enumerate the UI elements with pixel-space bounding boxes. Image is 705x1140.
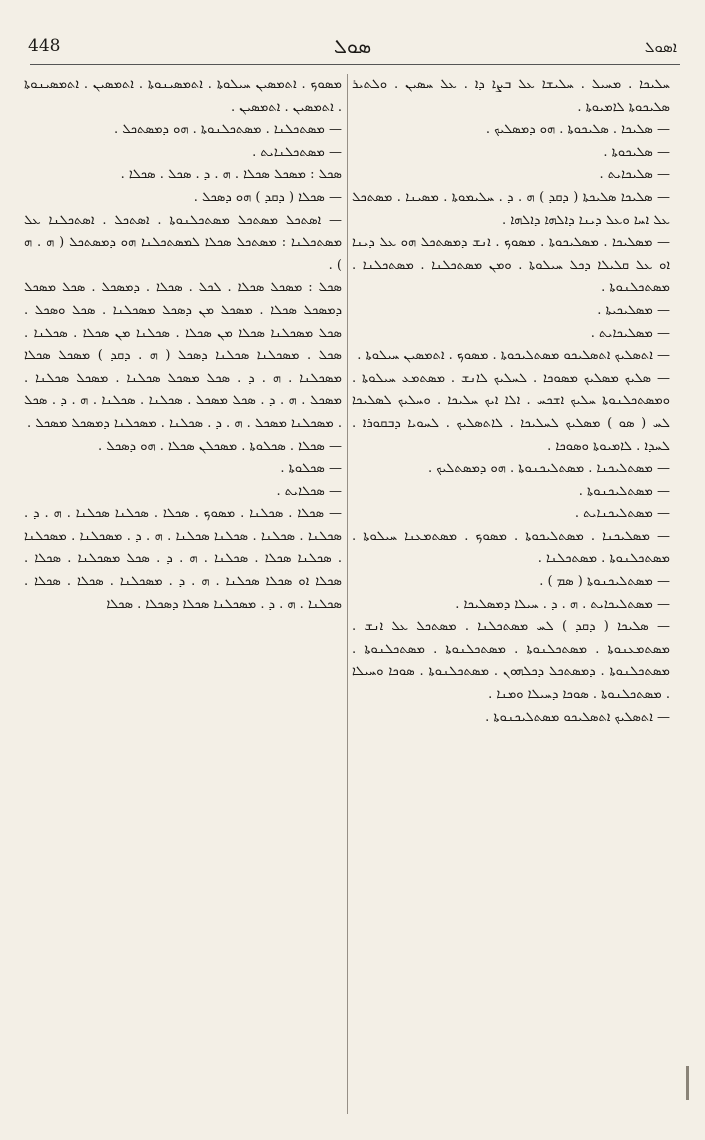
dictionary-entry: — ܣܠܝܟܐܝܬ . — [599, 167, 670, 183]
dictionary-entry: — ܐܬܣܠܝܟ ܐܬܣܠܝܟܘ ܡܣܬܠܝܟܘܬܐ . ܡܣܘܟ . ܐܬܡܣܝܢ ܚܝܠܘܬܐ . — [357, 348, 670, 364]
dictionary-entry: — ܣܟܠܐ . ܣܟܠܢܐ . ܡܣܘܟ . ܣܟܠܐ . ܣܟܠܢܐ ܣܟܠܢܐ . ܗ . ܕ . ܣܟܠܢܐ . ܣܟܠܢܐ . ܣܟܠܢܐ ܣܟܠܢܐ . ܗ . ܕ . ܡܣܟܠܢܐ . ܡܣܟܠܢܐ . ܣܟܠܢܐ ܣܟܠܐ . ܣܟܠܢܐ . ܗ . ܕ . ܣܟܠ ܡܣܟܠܢܐ . ܣܟܠܐ . ܣܟܠܐ ܐܘ ܣܟܠܐ ܣܟܠܢܐ . ܗ . ܕ . ܡܣܟܠܢܐ . ܣܟܠܐ . ܣܟܠܐ . ܣܟܠܢܐ . ܗ . ܕ . ܡܣܟܠܢܐ ܣܟܠܐ ܕܣܟܠܐ . ܣܟܠܐ — [24, 506, 342, 612]
running-head: ܐܣܘܠ — [644, 38, 677, 56]
dictionary-entry: — ܡܣܬܠܝܟܢܐ . ܡܣܬܠܝܟܢܘܬܐ . ܗܘ ܕܡܣܬܠܝܟ . — [428, 461, 670, 477]
dictionary-entry: — ܡܣܬܠܝܟܐܝܬ . ܗ . ܕ . ܚܝܠܐ ܕܡܣܠܝܟܐ . — [455, 596, 670, 612]
left-column — [24, 74, 342, 1114]
dictionary-entry: ܡܣܘܟ . ܐܬܡܣܝܢ ܚܝܠܘܬܐ . ܐܬܡܣܝܢܘܬܐ . ܐܬܡܣܝܢ . ܐܬܡܣܝܢܘܬܐ . ܐܬܡܣܝܢ . ܐܬܡܣܝܢ . — [24, 77, 342, 115]
dictionary-entry: — ܡܣܠܝܟܐ . ܡܣܠܝܟܘܬܐ . ܡܣܘܟ . ܐܢܫ ܕܡܣܬܟܠ ܗܘ ܥܠ ܕܝܢܐ ܐܘ ܥܠ ܩܠܝܠܐ ܕܟܠ ܚܝܠܘܬܐ . ܘܡܢ ܡܣܬܟܠܢܐ . ܡܣܬܟܠܢܐ . ܡܣܬܟܠܢܘܬܐ . — [352, 235, 670, 296]
dictionary-entry: — ܡܣܬܟܠܢܐܝܬ . — [252, 144, 342, 160]
dictionary-entry: — ܡܣܠܝܟܐܝܬ . — [590, 325, 670, 341]
dictionary-entry: — ܡܣܠܝܟܝܬܐ . — [597, 302, 670, 318]
page-header — [20, 32, 685, 62]
dictionary-entry: — ܡܣܬܠܝܟܢܐܝܬ . — [574, 506, 670, 522]
dictionary-entry: ܣܟܠ : ܡܣܟܠ ܣܟܠܐ . ܠܟܠ . ܣܟܠܐ . ܕܡܣܟܠ . ܣܟܠ ܡܣܟܠ ܕܡܣܟܠ ܣܟܠܐ . ܡܣܟܠ ܡܢ ܕܣܟܠ ܡܣܟܠܢܐ . ܣܟܠ ܘܣܟܠ . ܣܟܠ ܡܣܟܠܢܐ ܣܟܠܐ ܡܢ ܣܟܠܐ . ܣܟܠܢܐ ܡܢ ܣܟܠܐ . ܣܟܠܢܐ . ܣܟܠ . ܡܣܟܠܢܐ ܣܟܠܢܐ ܕܣܟܠ ( ܗ . ܕܩܕ ) ܡܣܟܠ ܣܟܠܐ ܡܣܟܠܢܐ . ܗ . ܕ . ܣܟܠ ܡܣܟܠ ܣܟܠܢܐ . ܡܣܟܠ ܣܟܠܢܐ . ܡܣܟܠ . ܗ . ܕ . ܣܟܠ ܡܣܟܠ . ܣܟܠܢܐ . ܣܟܠܢܐ . ܗ . ܕ . ܣܟܠ . ܡܣܟܠܢܐ ܡܣܟܠ . ܗ . ܕ . ܣܟܠܢܐ . ܡܣܟܠܢܐ ܕܡܣܟܠ ܡܣܟܠ . — [24, 280, 342, 431]
dictionary-entry: — ܣܠܝܟܘܬܐ . — [603, 144, 670, 160]
dictionary-entry: — ܡܣܬܠܝܟܢܘܬܐ ( ܣܡ ) . — [539, 574, 670, 590]
right-column — [352, 74, 670, 1114]
dictionary-entry: — ܡܣܠܝܟܢܐ . ܡܣܬܠܝܟܘܬܐ . ܡܣܘܟ . ܡܣܬܡܥܢܐ ܚܝܠܘܬܐ . ܡܣܬܟܠܢܘܬܐ . ܡܣܬܟܠܢܐ . — [352, 528, 670, 567]
dictionary-entry: — ܡܣܬܟܠܢܐ . ܡܣܬܟܠܢܘܬܐ . ܗܘ ܕܡܣܬܟܠ . — [113, 122, 342, 138]
gutter-mark — [686, 1066, 689, 1100]
dictionary-entry: ܚܠܝܟܐ . ܡܚܝܠ . ܚܠܝܫܐ ܥܠ ܒܨܐ ܕܐ . ܥܠ ܚܣܝܢ . ܘܠܬܝܪ ܣܠܝܟܘܬܐ ܠܐܡܝܘܬܐ . — [352, 77, 670, 115]
dictionary-entry: — ܣܠܝܟܐ . ܣܠܝܟܘܬܐ . ܗܘ ܕܡܣܠܝܟ . — [485, 122, 670, 138]
dictionary-entry: — ܡܣܬܠܝܟܢܘܬܐ . — [578, 483, 670, 499]
dictionary-entry: ܣܟܠ : ܡܣܟܠ ܣܟܠܐ . ܗ . ܕ . ܣܟܠ . ܣܟܠܐ . — [120, 167, 342, 183]
dictionary-entry: — ܣܟܠܐ ( ܕܩܕ ) ܗܘ ܕܣܟܠ . — [193, 189, 342, 205]
dictionary-entry: — ܣܠܝܟܐ ܣܠܝܟܬܐ ( ܕܩܕ ) ܗ . ܕ . ܚܠܝܡܘܬܐ . ܡܣܝܢܐ . ܡܣܬܟܠ ܥܠ ܐܚܐ ܘܥܠ ܕܝܢܐ ܕܐܠܗܐ ܕܐܠܗܐ . — [352, 189, 670, 228]
dictionary-entry: — ܣܟܠܐ . ܣܟܠܘܬܐ . ܡܣܟܠܢ ܣܟܠܐ . ܗܘ ܕܣܟܠ . — [98, 438, 342, 454]
column-divider — [347, 74, 348, 1114]
header-rule — [30, 64, 680, 65]
dictionary-entry: — ܣܟܠܘܬܐ . — [280, 461, 342, 477]
running-title: ܣܘܠ — [333, 34, 372, 58]
dictionary-entry: — ܣܠܝܟ ܡܣܠܝܟ ܡܣܘܟܐ . ܠܚܠܝܟ ܠܐܢܫ . ܡܣܬܡܥ ܚܝܠܘܬܐ . ܘܡܣܬܟܠܢܘܬܐ ܚܠܝܟ ܐܫܟܚ . ܐܠܐ ܐܝܟ ܚܠܝܟܐ . ܘܚܠܝܟ ܠܣܠܝܟܐ ܠܚ ( ܣܘ ) ܡܣܠܝܟ ܠܚܠܝܟܐ . ܠܐܬܣܠܝܟ . ܠܚܘܝܐ ܕܒܩܘܪܐ . ܠܚܕܐ . ܠܐܡܝܘܬܐ ܘܣܘܟܐ . — [352, 370, 670, 454]
dictionary-entry: — ܣܟܠܐܝܬ . — [276, 483, 342, 499]
dictionary-entry: — ܐܣܬܟܠ ܡܣܬܟܠ ܡܣܬܟܠܢܘܬܐ . ܐܣܬܟܠ . ܐܣܬܟܠܢܐ ܥܠ ܡܣܬܟܠܢܐ : ܡܣܬܟܠ ܣܟܠܐ ܠܡܣܬܟܠܢܐ ܗܘ ܕܡܣܬܟܠ ( ܗ . ܗ ) . — [24, 212, 342, 273]
dictionary-entry: — ܐܬܣܠܝܟ ܐܬܣܠܝܟܘ ܡܣܬܠܝܟܢܘܬܐ . — [485, 709, 670, 725]
dictionary-entry: — ܣܠܝܟܐ ( ܕܩܕ ) ܠܚ ܡܣܬܟܠܢܐ . ܡܣܬܟܠ ܥܠ ܐܢܫ . ܡܣܬܡܥܢܘܬܐ . ܡܣܬܟܠܢܘܬܐ . ܡܣܬܟܠܢܘܬܐ . ܡܣܬܟܠܢܘܬܐ . ܡܣܬܟܠܢܘܬܐ . ܕܡܣܬܟܠ ܕܟܠܗܘܢ . ܡܣܬܟܠܢܘܬܐ . ܣܘܟܐ ܘܚܝܠܐ . ܡܣܬܟܠܢܘܬܐ . ܣܘܟܐ ܕܚܝܠܐ ܘܡܢܐ . — [352, 619, 670, 703]
page-number: 448 — [28, 36, 61, 56]
